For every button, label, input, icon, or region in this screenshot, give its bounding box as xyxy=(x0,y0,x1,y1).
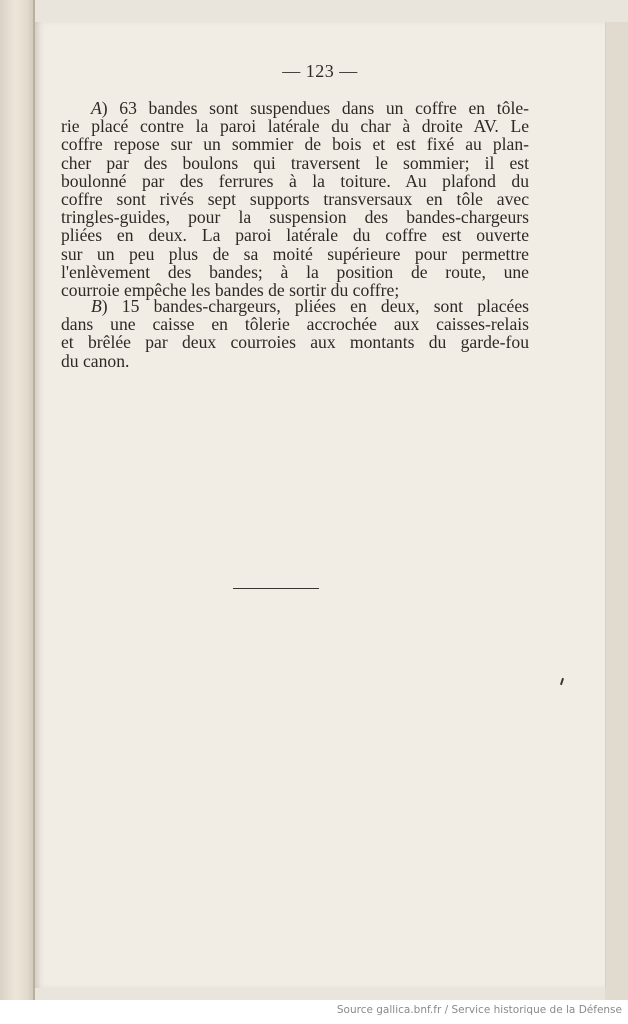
page-number: — 123 — xyxy=(282,61,358,81)
paragraph-a-line-8: pliées en deux. La paroi latérale du coffre est ouverte xyxy=(61,225,529,246)
source-credit: Source gallica.bnf.fr / Service historique de la Défense xyxy=(336,1004,622,1016)
paragraph-a-line-3: coffre repose sur un sommier de bois et est fixé au plan- xyxy=(61,134,529,155)
ink-speck xyxy=(560,678,564,685)
paragraph-b xyxy=(61,297,529,370)
footer-bar xyxy=(0,1000,628,1024)
paragraph-a-line-4: cher par des boulons qui traversent le sommier; il est xyxy=(61,152,529,173)
paragraph-a-line-10: l'enlèvement des bandes; à la position de route, une xyxy=(61,261,529,282)
paragraph-b-line-4: du canon. xyxy=(61,350,130,371)
book-page xyxy=(35,22,605,988)
paragraph-b-line-1: B) 15 bandes-chargeurs, pliées en deux, sont placées xyxy=(91,296,529,316)
paragraph-a-line-1: A) 63 bandes sont suspendues dans un coffre en tôle- xyxy=(91,98,529,118)
paragraph-a-label: A xyxy=(91,98,102,118)
paragraph-b-line-3: et brêlée par deux courroies aux montants du garde-fou xyxy=(61,332,529,353)
paragraph-a-line-11: courroie empêche les bandes de sortir du coffre; xyxy=(61,280,400,301)
paragraph-a-line-6: coffre sont rivés sept supports transversaux en tôle avec xyxy=(61,189,529,210)
end-rule-divider xyxy=(233,588,319,589)
paragraph-a xyxy=(61,99,529,299)
paragraph-b-label: B xyxy=(91,296,102,316)
left-page-leaf xyxy=(0,0,34,1000)
paragraph-b-line-2: dans une caisse en tôlerie accrochée aux caisses-relais xyxy=(61,314,529,335)
page-right-margin xyxy=(605,22,628,1000)
paragraph-a-line-2: rie placé contre la paroi latérale du char à droite AV. Le xyxy=(61,116,529,137)
paragraph-a-line-7: tringles-guides, pour la suspension des bandes-chargeurs xyxy=(61,207,529,228)
paragraph-a-line-9: sur un peu plus de sa moité supérieure pour permettre xyxy=(61,243,529,264)
paragraph-a-line-5: boulonné par des ferrures à la toiture. Au plafond du xyxy=(61,170,529,191)
